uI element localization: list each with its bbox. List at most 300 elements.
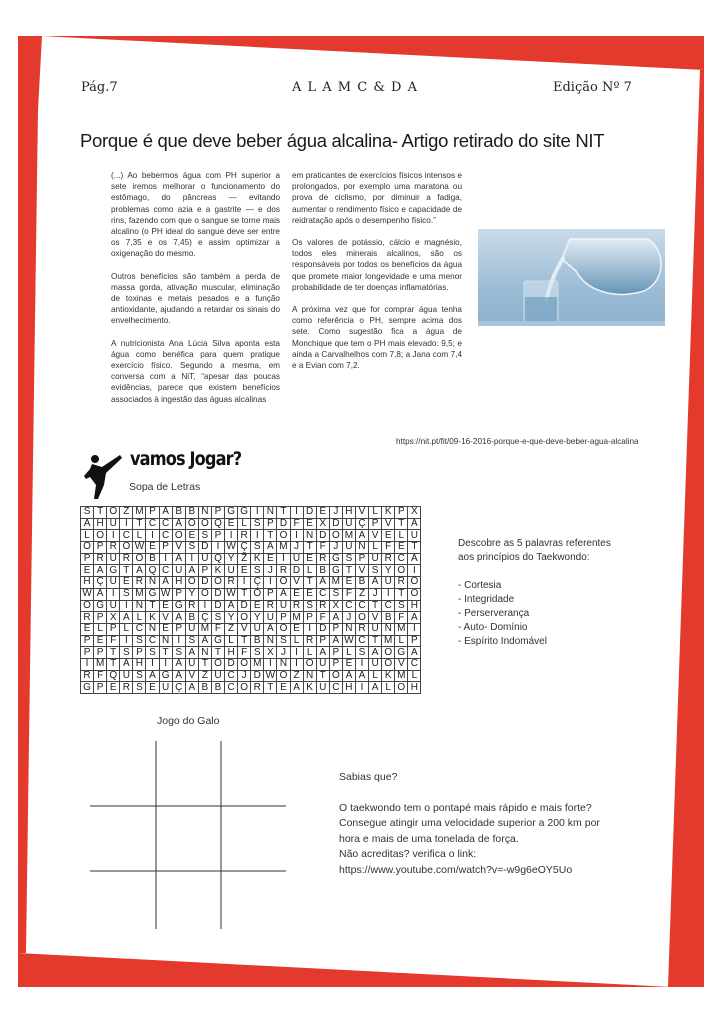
grid-cell[interactable]: Ó [251, 588, 264, 600]
grid-cell[interactable]: K [146, 612, 159, 624]
grid-cell[interactable]: K [382, 670, 395, 682]
grid-cell[interactable]: P [172, 623, 185, 635]
grid-cell[interactable]: P [81, 553, 94, 565]
grid-cell[interactable]: Z [355, 588, 368, 600]
tic-tac-toe-board[interactable] [90, 741, 286, 929]
grid-cell[interactable]: A [316, 647, 329, 659]
grid-cell[interactable]: N [198, 647, 211, 659]
grid-cell[interactable]: P [369, 518, 382, 530]
grid-cell[interactable]: P [303, 612, 316, 624]
grid-cell[interactable]: T [342, 565, 355, 577]
grid-cell[interactable]: A [185, 647, 198, 659]
grid-cell[interactable]: N [133, 600, 146, 612]
grid-cell[interactable]: N [146, 623, 159, 635]
grid-cell[interactable]: Q [211, 553, 224, 565]
grid-cell[interactable]: P [277, 612, 290, 624]
grid-cell[interactable]: O [81, 600, 94, 612]
grid-cell[interactable]: A [369, 577, 382, 589]
grid-cell[interactable]: B [146, 553, 159, 565]
grid-cell[interactable]: C [355, 635, 368, 647]
grid-cell[interactable]: U [185, 623, 198, 635]
grid-cell[interactable]: P [264, 518, 277, 530]
grid-cell[interactable]: T [94, 507, 107, 519]
grid-cell[interactable]: P [94, 647, 107, 659]
grid-cell[interactable]: L [408, 670, 421, 682]
grid-cell[interactable]: U [251, 623, 264, 635]
grid-cell[interactable]: U [290, 553, 303, 565]
grid-cell[interactable]: H [133, 658, 146, 670]
grid-cell[interactable]: C [159, 518, 172, 530]
grid-cell[interactable]: C [382, 600, 395, 612]
grid-cell[interactable]: B [198, 682, 211, 694]
grid-cell[interactable]: G [329, 565, 342, 577]
grid-cell[interactable]: O [277, 623, 290, 635]
grid-cell[interactable]: V [159, 612, 172, 624]
grid-cell[interactable]: J [290, 542, 303, 554]
grid-cell[interactable]: W [344, 634, 354, 646]
grid-cell[interactable]: A [81, 518, 94, 530]
grid-cell[interactable]: A [120, 658, 133, 670]
grid-cell[interactable]: H [225, 647, 238, 659]
grid-cell[interactable]: E [303, 518, 316, 530]
grid-cell[interactable]: X [316, 518, 329, 530]
grid-cell[interactable]: E [225, 518, 238, 530]
grid-cell[interactable]: P [408, 635, 421, 647]
grid-cell[interactable]: W [226, 541, 236, 553]
grid-cell[interactable]: W [82, 588, 92, 600]
grid-cell[interactable]: E [159, 623, 172, 635]
grid-cell[interactable]: E [303, 553, 316, 565]
grid-cell[interactable]: B [382, 612, 395, 624]
grid-cell[interactable]: G [172, 600, 185, 612]
grid-cell[interactable]: H [81, 577, 94, 589]
grid-cell[interactable]: H [342, 507, 355, 519]
grid-cell[interactable]: L [369, 542, 382, 554]
grid-cell[interactable]: R [81, 612, 94, 624]
grid-cell[interactable]: C [120, 530, 133, 542]
grid-cell[interactable]: L [238, 518, 251, 530]
grid-cell[interactable]: C [225, 670, 238, 682]
grid-cell[interactable]: N [382, 623, 395, 635]
grid-cell[interactable]: H [408, 600, 421, 612]
grid-cell[interactable]: U [211, 670, 224, 682]
grid-cell[interactable]: X [408, 507, 421, 519]
grid-cell[interactable]: U [369, 623, 382, 635]
grid-cell[interactable]: G [94, 600, 107, 612]
grid-cell[interactable]: E [159, 600, 172, 612]
grid-cell[interactable]: E [251, 600, 264, 612]
grid-cell[interactable]: Á [355, 530, 368, 542]
grid-cell[interactable]: M [342, 530, 355, 542]
grid-cell[interactable]: E [120, 577, 133, 589]
grid-cell[interactable]: W [160, 588, 171, 600]
grid-cell[interactable]: P [81, 635, 94, 647]
grid-cell[interactable]: N [355, 542, 368, 554]
grid-cell[interactable]: U [198, 553, 211, 565]
grid-cell[interactable]: I [225, 530, 238, 542]
grid-cell[interactable]: E [107, 682, 120, 694]
grid-cell[interactable]: A [408, 553, 421, 565]
grid-cell[interactable]: I [251, 507, 264, 519]
grid-cell[interactable]: O [277, 577, 290, 589]
grid-cell[interactable]: P [329, 658, 342, 670]
grid-cell[interactable]: L [303, 647, 316, 659]
grid-cell[interactable]: A [159, 507, 172, 519]
grid-cell[interactable]: B [316, 565, 329, 577]
grid-cell[interactable]: I [251, 530, 264, 542]
grid-cell[interactable]: M [382, 635, 395, 647]
grid-cell[interactable]: N [198, 507, 211, 519]
grid-cell[interactable]: R [120, 553, 133, 565]
grid-cell[interactable]: R [133, 577, 146, 589]
grid-cell[interactable]: V [238, 623, 251, 635]
grid-cell[interactable]: U [316, 682, 329, 694]
grid-cell[interactable]: U [107, 577, 120, 589]
grid-cell[interactable]: D [303, 507, 316, 519]
grid-cell[interactable]: Z [120, 507, 133, 519]
grid-cell[interactable]: C [225, 682, 238, 694]
grid-cell[interactable]: Ç [94, 577, 107, 589]
grid-cell[interactable]: Y [225, 553, 238, 565]
grid-cell[interactable]: L [382, 682, 395, 694]
grid-cell[interactable]: I [303, 623, 316, 635]
grid-cell[interactable]: U [225, 565, 238, 577]
grid-cell[interactable]: S [172, 647, 185, 659]
grid-cell[interactable]: S [277, 635, 290, 647]
grid-cell[interactable]: S [251, 542, 264, 554]
grid-cell[interactable]: S [342, 553, 355, 565]
grid-cell[interactable]: U [382, 577, 395, 589]
grid-cell[interactable]: Ž [238, 553, 251, 565]
grid-cell[interactable]: P [211, 507, 224, 519]
grid-cell[interactable]: E [146, 542, 159, 554]
grid-cell[interactable]: F [290, 518, 303, 530]
grid-cell[interactable]: O [133, 553, 146, 565]
grid-cell[interactable]: N [342, 623, 355, 635]
grid-cell[interactable]: I [198, 600, 211, 612]
grid-cell[interactable]: W [265, 669, 276, 681]
grid-cell[interactable]: G [107, 565, 120, 577]
grid-cell[interactable]: D [211, 600, 224, 612]
grid-cell[interactable]: L [133, 530, 146, 542]
grid-cell[interactable]: O [238, 682, 251, 694]
grid-cell[interactable]: R [382, 553, 395, 565]
grid-cell[interactable]: I [290, 507, 303, 519]
grid-cell[interactable]: A [355, 670, 368, 682]
grid-cell[interactable]: U [107, 600, 120, 612]
grid-cell[interactable]: A [172, 670, 185, 682]
grid-cell[interactable]: P [94, 682, 107, 694]
grid-cell[interactable]: E [277, 682, 290, 694]
grid-cell[interactable]: L [395, 530, 408, 542]
grid-cell[interactable]: V [290, 577, 303, 589]
grid-cell[interactable]: A [159, 577, 172, 589]
grid-cell[interactable]: G [146, 588, 159, 600]
grid-cell[interactable]: C [342, 600, 355, 612]
grid-cell[interactable]: R [316, 553, 329, 565]
grid-cell[interactable]: P [355, 553, 368, 565]
grid-cell[interactable]: I [290, 658, 303, 670]
grid-cell[interactable]: P [159, 542, 172, 554]
grid-cell[interactable]: O [395, 682, 408, 694]
grid-cell[interactable]: D [290, 565, 303, 577]
grid-cell[interactable]: R [225, 577, 238, 589]
grid-cell[interactable]: P [133, 647, 146, 659]
grid-cell[interactable]: S [133, 682, 146, 694]
grid-cell[interactable]: I [172, 635, 185, 647]
grid-cell[interactable]: S [133, 635, 146, 647]
grid-cell[interactable]: A [277, 588, 290, 600]
grid-cell[interactable]: O [355, 612, 368, 624]
grid-cell[interactable]: A [264, 542, 277, 554]
grid-cell[interactable]: D [316, 530, 329, 542]
grid-cell[interactable]: V [355, 507, 368, 519]
grid-cell[interactable]: S [303, 600, 316, 612]
grid-cell[interactable]: G [81, 682, 94, 694]
grid-cell[interactable]: N [146, 577, 159, 589]
grid-cell[interactable]: E [94, 635, 107, 647]
grid-cell[interactable]: U [107, 518, 120, 530]
grid-cell[interactable]: I [238, 577, 251, 589]
grid-cell[interactable]: S [395, 600, 408, 612]
grid-cell[interactable]: P [107, 623, 120, 635]
grid-cell[interactable]: V [382, 518, 395, 530]
grid-cell[interactable]: O [172, 530, 185, 542]
grid-cell[interactable]: L [94, 623, 107, 635]
grid-cell[interactable]: N [159, 635, 172, 647]
grid-cell[interactable]: N [303, 530, 316, 542]
grid-cell[interactable]: U [159, 682, 172, 694]
grid-cell[interactable]: L [225, 635, 238, 647]
grid-cell[interactable]: P [395, 507, 408, 519]
grid-cell[interactable]: R [264, 600, 277, 612]
grid-cell[interactable]: T [369, 600, 382, 612]
grid-cell[interactable]: I [355, 658, 368, 670]
grid-cell[interactable]: I [107, 530, 120, 542]
grid-cell[interactable]: T [211, 647, 224, 659]
grid-cell[interactable]: S [211, 612, 224, 624]
grid-cell[interactable]: J [369, 588, 382, 600]
grid-cell[interactable]: E [382, 530, 395, 542]
grid-cell[interactable]: A [290, 682, 303, 694]
grid-cell[interactable]: O [238, 658, 251, 670]
grid-cell[interactable]: L [120, 623, 133, 635]
grid-cell[interactable]: O [382, 658, 395, 670]
grid-cell[interactable]: P [81, 647, 94, 659]
grid-cell[interactable]: O [94, 530, 107, 542]
grid-cell[interactable]: R [316, 600, 329, 612]
grid-cell[interactable]: E [316, 507, 329, 519]
grid-cell[interactable]: F [316, 542, 329, 554]
grid-cell[interactable]: D [238, 600, 251, 612]
grid-cell[interactable]: M [395, 670, 408, 682]
grid-cell[interactable]: I [185, 553, 198, 565]
grid-cell[interactable]: N [303, 670, 316, 682]
grid-cell[interactable]: I [290, 530, 303, 542]
word-search-grid[interactable] [80, 506, 421, 694]
grid-cell[interactable]: O [211, 577, 224, 589]
grid-cell[interactable]: F [94, 670, 107, 682]
grid-cell[interactable]: I [211, 542, 224, 554]
grid-cell[interactable]: J [342, 612, 355, 624]
grid-cell[interactable]: R [120, 682, 133, 694]
grid-cell[interactable]: T [277, 507, 290, 519]
grid-cell[interactable]: G [225, 507, 238, 519]
grid-cell[interactable]: P [198, 565, 211, 577]
grid-cell[interactable]: A [198, 635, 211, 647]
grid-cell[interactable]: Ç [198, 612, 211, 624]
grid-cell[interactable]: S [251, 518, 264, 530]
grid-cell[interactable]: A [172, 518, 185, 530]
grid-cell[interactable]: S [355, 647, 368, 659]
grid-cell[interactable]: S [185, 635, 198, 647]
grid-cell[interactable]: V [369, 612, 382, 624]
grid-cell[interactable]: E [290, 623, 303, 635]
grid-cell[interactable]: B [185, 507, 198, 519]
grid-cell[interactable]: M [198, 623, 211, 635]
grid-cell[interactable]: O [185, 518, 198, 530]
grid-cell[interactable]: Y [225, 612, 238, 624]
grid-cell[interactable]: U [185, 658, 198, 670]
grid-cell[interactable]: O [198, 518, 211, 530]
grid-cell[interactable]: J [264, 565, 277, 577]
grid-cell[interactable]: T [264, 530, 277, 542]
grid-cell[interactable]: I [408, 623, 421, 635]
grid-cell[interactable]: Ç [251, 577, 264, 589]
grid-cell[interactable]: O [329, 670, 342, 682]
grid-cell[interactable]: U [342, 542, 355, 554]
grid-cell[interactable]: U [172, 565, 185, 577]
grid-cell[interactable]: D [251, 670, 264, 682]
grid-cell[interactable]: Z [290, 670, 303, 682]
grid-cell[interactable]: H [408, 682, 421, 694]
grid-cell[interactable]: P [316, 635, 329, 647]
grid-cell[interactable]: E [185, 530, 198, 542]
grid-cell[interactable]: P [329, 623, 342, 635]
grid-cell[interactable]: V [172, 542, 185, 554]
grid-cell[interactable]: B [211, 682, 224, 694]
grid-cell[interactable]: R [94, 553, 107, 565]
grid-cell[interactable]: O [238, 612, 251, 624]
grid-cell[interactable]: O [81, 542, 94, 554]
grid-cell[interactable]: R [238, 530, 251, 542]
trivia-video-link[interactable]: https://www.youtube.com/watch?v=-w9g6eOY5Uo [339, 863, 573, 876]
grid-cell[interactable]: Y [382, 565, 395, 577]
grid-cell[interactable]: I [146, 658, 159, 670]
grid-cell[interactable]: L [369, 507, 382, 519]
grid-cell[interactable]: Ç [238, 542, 251, 554]
grid-cell[interactable]: Q [107, 670, 120, 682]
grid-cell[interactable]: U [342, 518, 355, 530]
grid-cell[interactable]: E [342, 577, 355, 589]
grid-cell[interactable]: W [134, 541, 145, 553]
grid-cell[interactable]: D [211, 588, 224, 600]
grid-cell[interactable]: A [225, 600, 238, 612]
grid-cell[interactable]: V [185, 670, 198, 682]
grid-cell[interactable]: X [107, 612, 120, 624]
grid-cell[interactable]: N [264, 635, 277, 647]
grid-cell[interactable]: H [342, 682, 355, 694]
grid-cell[interactable]: S [120, 588, 133, 600]
grid-cell[interactable]: A [408, 518, 421, 530]
grid-cell[interactable]: S [251, 565, 264, 577]
grid-cell[interactable]: V [395, 658, 408, 670]
grid-cell[interactable]: Z [225, 623, 238, 635]
grid-cell[interactable]: M [277, 542, 290, 554]
grid-cell[interactable]: I [277, 553, 290, 565]
grid-cell[interactable]: A [94, 588, 107, 600]
grid-cell[interactable]: O [382, 647, 395, 659]
grid-cell[interactable]: D [329, 518, 342, 530]
grid-cell[interactable]: I [120, 635, 133, 647]
grid-cell[interactable]: O [408, 577, 421, 589]
grid-cell[interactable]: A [120, 612, 133, 624]
grid-cell[interactable]: O [395, 565, 408, 577]
grid-cell[interactable]: L [395, 635, 408, 647]
grid-cell[interactable]: J [277, 647, 290, 659]
grid-cell[interactable]: B [185, 612, 198, 624]
grid-cell[interactable]: I [120, 518, 133, 530]
grid-cell[interactable]: C [408, 658, 421, 670]
grid-cell[interactable]: B [172, 507, 185, 519]
grid-cell[interactable]: F [107, 635, 120, 647]
grid-cell[interactable]: Ç [172, 682, 185, 694]
grid-cell[interactable]: K [303, 682, 316, 694]
grid-cell[interactable]: E [395, 542, 408, 554]
grid-cell[interactable]: T [107, 647, 120, 659]
grid-cell[interactable]: R [251, 682, 264, 694]
grid-cell[interactable]: M [329, 577, 342, 589]
grid-cell[interactable]: K [211, 565, 224, 577]
grid-cell[interactable]: T [264, 682, 277, 694]
grid-cell[interactable]: A [133, 565, 146, 577]
grid-cell[interactable]: D [225, 658, 238, 670]
grid-cell[interactable]: U [107, 553, 120, 565]
grid-cell[interactable]: A [146, 670, 159, 682]
grid-cell[interactable]: F [342, 588, 355, 600]
grid-cell[interactable]: V [355, 565, 368, 577]
grid-cell[interactable]: N [277, 658, 290, 670]
grid-cell[interactable]: J [329, 542, 342, 554]
grid-cell[interactable]: O [277, 670, 290, 682]
grid-cell[interactable]: A [94, 565, 107, 577]
grid-cell[interactable]: R [290, 600, 303, 612]
grid-cell[interactable]: I [382, 588, 395, 600]
grid-cell[interactable]: T [159, 647, 172, 659]
grid-cell[interactable]: U [264, 612, 277, 624]
grid-cell[interactable]: E [81, 623, 94, 635]
grid-cell[interactable]: G [238, 507, 251, 519]
grid-cell[interactable]: M [251, 658, 264, 670]
grid-cell[interactable]: I [290, 647, 303, 659]
grid-cell[interactable]: T [316, 670, 329, 682]
grid-cell[interactable]: C [146, 518, 159, 530]
grid-cell[interactable]: J [329, 507, 342, 519]
grid-cell[interactable]: C [133, 623, 146, 635]
grid-cell[interactable]: Y [251, 612, 264, 624]
grid-cell[interactable]: K [251, 553, 264, 565]
grid-cell[interactable]: D [316, 623, 329, 635]
grid-cell[interactable]: P [146, 507, 159, 519]
grid-cell[interactable]: F [395, 612, 408, 624]
grid-cell[interactable]: X [264, 647, 277, 659]
grid-cell[interactable]: C [159, 565, 172, 577]
grid-cell[interactable]: O [408, 588, 421, 600]
grid-cell[interactable]: P [172, 588, 185, 600]
grid-cell[interactable]: Z [198, 670, 211, 682]
grid-cell[interactable]: U [316, 658, 329, 670]
grid-cell[interactable]: J [238, 670, 251, 682]
